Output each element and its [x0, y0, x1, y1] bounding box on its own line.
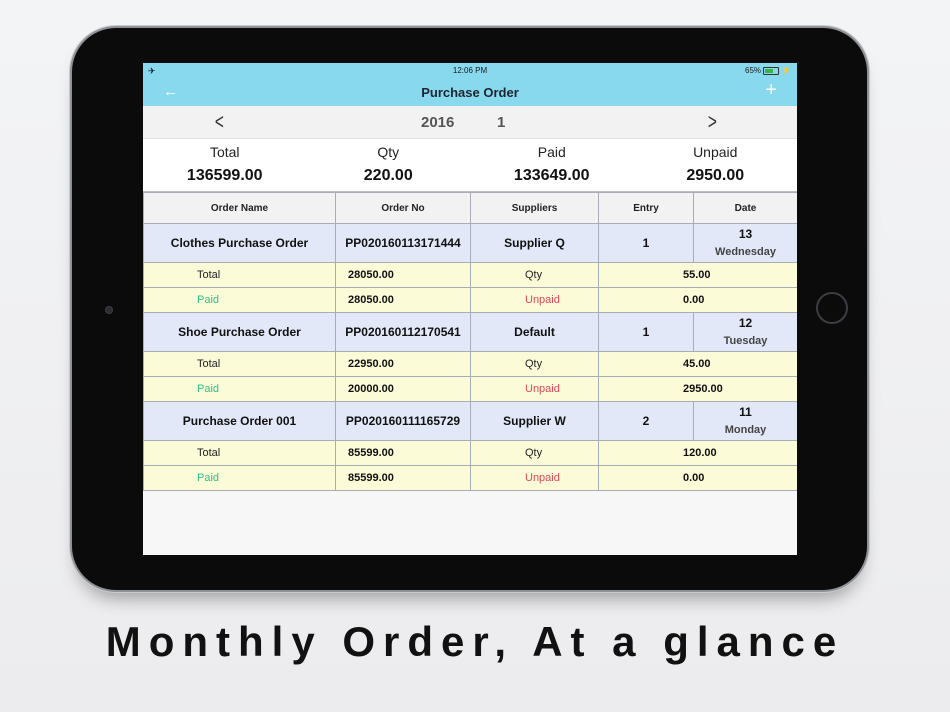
total-label: Total — [144, 352, 336, 377]
order-date — [694, 313, 798, 352]
unpaid-label: Unpaid — [471, 377, 599, 402]
orders-table — [143, 192, 797, 491]
summary-totals — [143, 139, 797, 192]
order-supplier: Default — [471, 313, 599, 352]
battery-indicator — [745, 66, 791, 75]
status-bar — [143, 63, 797, 79]
qty-label: Qty — [471, 441, 599, 466]
unpaid-value: 0.00 — [599, 288, 798, 313]
order-detail-row — [144, 288, 798, 313]
app-screen — [143, 63, 797, 555]
airplane-mode-icon: ✈ — [148, 66, 156, 76]
total-label: Total — [144, 263, 336, 288]
page-title: Purchase Order — [421, 85, 519, 100]
summary-label: Total — [209, 144, 240, 160]
paid-value: 85599.00 — [336, 466, 471, 491]
summary-value: 220.00 — [363, 167, 413, 184]
chevron-left-icon[interactable]: < — [214, 109, 224, 134]
summary-label: Qty — [377, 144, 400, 160]
camera-lens — [105, 306, 113, 314]
order-number: PP020160111165729 — [336, 402, 471, 441]
summary-label: Unpaid — [693, 144, 738, 160]
order-detail-row — [144, 377, 798, 402]
period-month: 1 — [497, 114, 506, 131]
order-detail-row — [144, 441, 798, 466]
order-supplier: Supplier Q — [471, 224, 599, 263]
unpaid-value: 0.00 — [599, 466, 798, 491]
qty-value: 55.00 — [599, 263, 798, 288]
battery-icon — [763, 67, 779, 75]
order-weekday: Wednesday — [715, 246, 776, 259]
order-day: 11 — [739, 404, 752, 419]
marketing-caption: Monthly Order, At a glance — [105, 618, 845, 665]
order-number: PP020160112170541 — [336, 313, 471, 352]
order-day: 12 — [738, 315, 753, 330]
order-supplier: Supplier W — [471, 402, 599, 441]
total-value: 28050.00 — [336, 263, 471, 288]
order-name: Purchase Order 001 — [144, 402, 336, 441]
order-detail-row — [144, 352, 798, 377]
order-entry: 1 — [599, 224, 694, 263]
paid-label: Paid — [144, 377, 336, 402]
column-header: Entry — [599, 193, 694, 224]
unpaid-value: 2950.00 — [599, 377, 798, 402]
status-time: 12:06 PM — [452, 66, 488, 75]
order-name: Clothes Purchase Order — [144, 224, 336, 263]
qty-value: 120.00 — [599, 441, 798, 466]
total-label: Total — [144, 441, 336, 466]
charging-icon: ⚡ — [781, 66, 791, 75]
column-header: Date — [694, 193, 798, 224]
table-header-row — [144, 193, 798, 224]
paid-label: Paid — [144, 466, 336, 491]
summary-value: 133649.00 — [513, 167, 590, 184]
order-row[interactable] — [144, 402, 798, 441]
summary-value: 136599.00 — [186, 167, 263, 184]
order-entry: 2 — [599, 402, 694, 441]
order-day: 13 — [738, 226, 753, 241]
period-selector — [143, 106, 797, 139]
column-header: Suppliers — [471, 193, 599, 224]
order-row[interactable] — [144, 224, 798, 263]
unpaid-label: Unpaid — [471, 466, 599, 491]
paid-value: 28050.00 — [336, 288, 471, 313]
chevron-right-icon[interactable]: > — [707, 109, 717, 134]
order-date — [694, 402, 798, 441]
summary-label: Paid — [537, 144, 566, 160]
qty-label: Qty — [471, 263, 599, 288]
nav-bar — [143, 79, 797, 106]
paid-value: 20000.00 — [336, 377, 471, 402]
total-value: 85599.00 — [336, 441, 471, 466]
order-detail-row — [144, 263, 798, 288]
summary-total — [143, 139, 307, 191]
period-year: 2016 — [421, 114, 455, 131]
summary-value: 2950.00 — [686, 167, 745, 184]
summary-paid — [470, 139, 634, 191]
column-header: Order Name — [144, 193, 336, 224]
order-weekday: Monday — [724, 424, 767, 437]
order-weekday: Tuesday — [723, 335, 768, 348]
total-value: 22950.00 — [336, 352, 471, 377]
back-arrow-icon[interactable]: ← — [163, 83, 178, 100]
order-name: Shoe Purchase Order — [144, 313, 336, 352]
order-row[interactable] — [144, 313, 798, 352]
order-number: PP020160113171444 — [336, 224, 471, 263]
paid-label: Paid — [144, 288, 336, 313]
home-button[interactable] — [816, 292, 848, 324]
order-detail-row — [144, 466, 798, 491]
unpaid-label: Unpaid — [471, 288, 599, 313]
summary-qty — [307, 139, 471, 191]
add-icon[interactable]: + — [765, 79, 777, 101]
order-date — [694, 224, 798, 263]
qty-value: 45.00 — [599, 352, 798, 377]
order-entry: 1 — [599, 313, 694, 352]
battery-percent: 65% — [745, 66, 762, 75]
qty-label: Qty — [471, 352, 599, 377]
summary-unpaid — [634, 139, 798, 191]
column-header: Order No — [336, 193, 471, 224]
